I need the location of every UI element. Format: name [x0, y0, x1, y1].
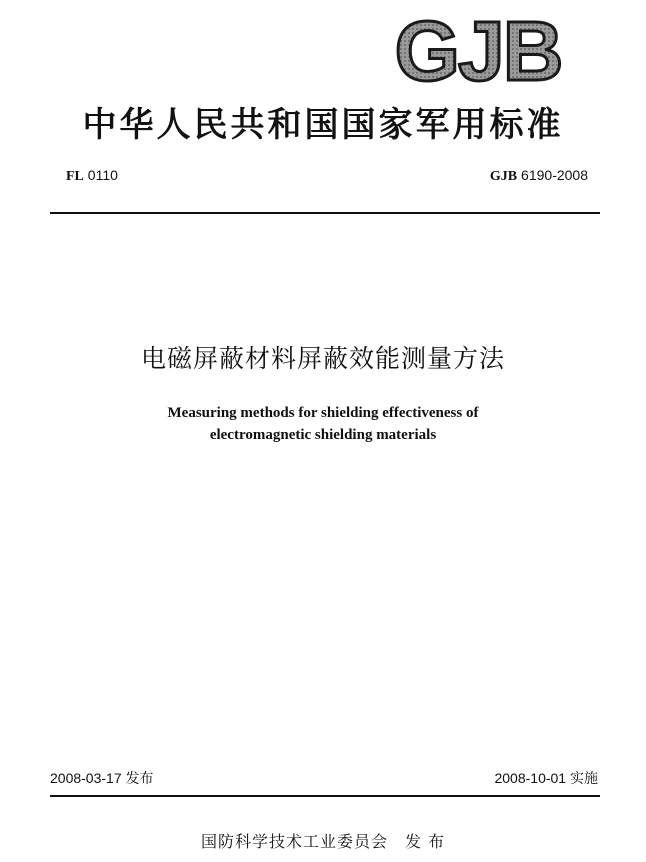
- english-title-line1: Measuring methods for shielding effectiveness of: [167, 405, 479, 421]
- chinese-title: 电磁屏蔽材料屏蔽效能测量方法: [140, 344, 505, 373]
- gjb-logo-text: GJB: [394, 12, 562, 88]
- standard-header-title: 中华人民共和国国家军用标准: [82, 105, 564, 145]
- classification-label: FL: [66, 169, 84, 184]
- english-title-line2: electromagnetic shielding materials: [209, 427, 437, 443]
- implement-date: 2008-10-01 实施: [494, 770, 598, 786]
- top-divider: [50, 212, 600, 214]
- classification-value: 0110: [87, 167, 118, 183]
- standard-label: GJB: [489, 169, 518, 184]
- standard-number: [490, 167, 588, 185]
- english-title: [0, 402, 646, 446]
- publisher: 国防科学技术工业委员会 发 布: [200, 832, 446, 851]
- issue-date: 2008-03-17 发布: [50, 770, 154, 786]
- bottom-divider: [50, 795, 600, 797]
- standard-value: 6190-2008: [521, 167, 588, 183]
- classification-code: [66, 167, 118, 185]
- gjb-logo: [388, 12, 568, 88]
